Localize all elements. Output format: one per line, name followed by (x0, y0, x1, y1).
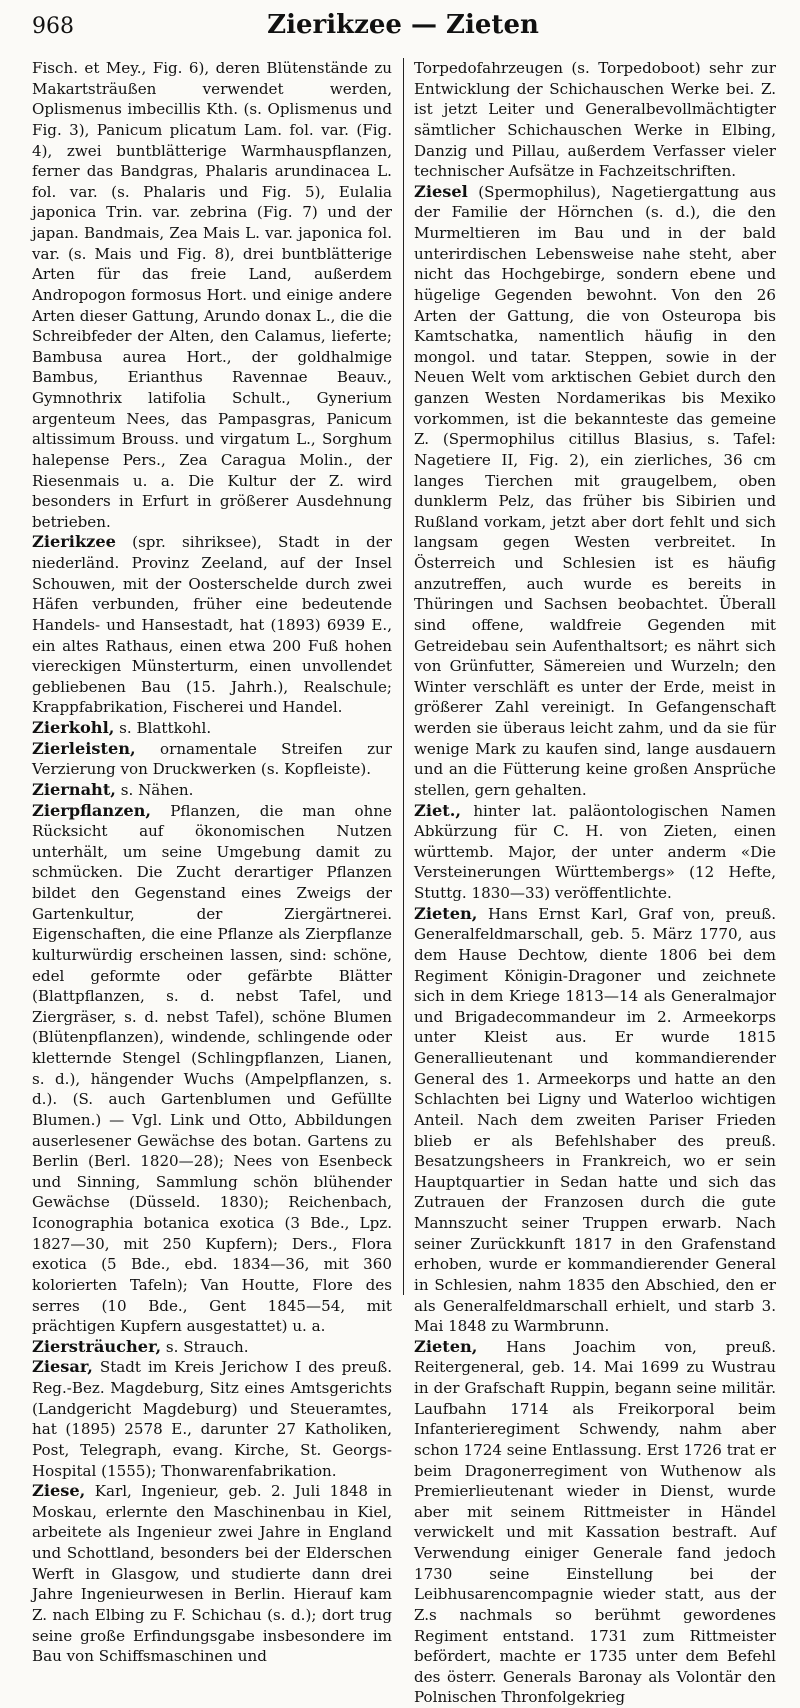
entry-text: Karl, Ingenieur, geb. 2. Juli 1848 in Moskau, erlernte den Maschinenbau in Kiel, arbeitete als Ingenieur zwei Jahre in England und Schottland, besonders bei der Elderschen Werft in Glasgow, und studierte dann drei Jahre Ingenieurwesen in Berlin. Hierauf kam Z. nach Elbing zu F. Schichau (s. d.); dort trug seine große Erfindungsgabe insbesondere im Bau von Schiffsmaschinen und (32, 1482, 392, 1666)
entry-text: Fisch. et Mey., Fig. 6), deren Blütenstände zu Makartsträußen verwendet werden, Oplismenus imbecillis Kth. (s. Oplismenus und Fig. 3), Panicum plicatum Lam. fol. var. (Fig. 4), zwei buntblätterige Warmhauspflanzen, ferner das Bandgras, Phalaris arundinacea L. fol. var. (s. Phalaris und Fig. 5), Eulalia japonica Trin. var. zebrina (Fig. 7) und der japan. Bandmais, Zea Mais L. var. japonica fol. var. (s. Mais und Fig. 8), drei buntblätterige Arten für das freie Land, außerdem Andropogon formosus Hort. und einige andere Arten dieser Gattung, Arundo donax L., die die Schreibfeder der Alten, den Calamus, lieferte; Bambusa aurea Hort., der goldhalmige Bambus, Erianthus Ravennae Beauv., Gymnothrix latifolia Schult., Gynerium argenteum Nees, das Pampasgras, Panicum altissimum Brouss. und virgatum L., Sorghum halepense Pers., Zea Caragua Molin., der Riesenmais u. a. Die Kultur der Z. wird besonders in Erfurt in größerer Ausdehnung betrieben. (32, 59, 392, 531)
dictionary-entry (414, 801, 776, 904)
entry-text: (spr. sihriksee), Stadt in der niederländ. Provinz Zeeland, auf der Insel Schouwen, mit der Oosterschelde durch zwei Häfen verbunden, früher eine bedeutende Handels- und Hansestadt, hat (1893) 6939 E., ein altes Rathaus, einen etwa 200 Fuß hohen viereckigen Münsterturm, einen unvollendet gebliebenen Bau (15. Jahrh.), Realschule; Krappfabrikation, Fischerei und Handel. (32, 533, 392, 717)
entry-headword: Ziersträucher, (32, 1336, 162, 1356)
entry-text: Hans Joachim von, preuß. Reitergeneral, geb. 14. Mai 1699 zu Wustrau in der Grafschaft Ruppin, begann seine militär. Laufbahn 1714 als Freikorporal beim Infanterieregiment Schwendy, nahm aber schon 1724 seine Entlassung. Erst 1726 trat er beim Dragonerregiment von Wuthenow als Premierlieutenant wieder in Dienst, wurde aber mit seinem Rittmeister in Händel verwickelt und mit Kassation bestraft. Auf Verwendung einiger Generale fand jedoch 1730 seine Einstellung bei der Leibhusarencompagnie wieder statt, aus der Z.s nachmals so berühmt gewordenes Regiment entstand. 1731 zum Rittmeister befördert, machte er 1735 unter dem Befehl des österr. Generals Baronay als Volontär den Polnischen Thronfolgekrieg (414, 1337, 776, 1707)
entry-text: hinter lat. paläontologischen Namen Abkürzung für C. H. von Zieten, einen württemb. Major, der unter anderm «Die Versteinerungen Württembergs» (12 Hefte, Stuttg. 1830—33) veröffentlichte. (414, 801, 776, 902)
dictionary-entry (32, 1357, 392, 1481)
entry-text: ornamentale Streifen zur Verzierung von Druckwerken (s. Kopfleiste). (32, 739, 392, 779)
page-number: 968 (32, 14, 74, 39)
entry-headword: Zierleisten, (32, 738, 136, 758)
dictionary-entry (414, 58, 776, 182)
entry-text: Torpedofahrzeugen (s. Torpedoboot) sehr zur Entwicklung der Schichauschen Werke bei. Z. ist jetzt Leiter und Generalbevollmächtigter sämtlicher Schichauschen Werke in Elbing, Danzig und Pillau, außerdem Verfasser vieler technischer Aufsätze in Fachzeitschriften. (414, 59, 776, 181)
dictionary-entry (32, 532, 392, 718)
entry-headword: Ziernaht, (32, 779, 116, 799)
dictionary-entry (32, 1481, 392, 1667)
entry-headword: Zierikzee (32, 532, 116, 552)
entry-text: s. Strauch. (161, 1337, 249, 1356)
entry-headword: Zieten, (414, 903, 478, 923)
entry-headword: Zierkohl, (32, 718, 115, 737)
entry-headword: Ziese, (32, 1481, 86, 1501)
dictionary-entry (32, 739, 392, 780)
entry-headword: Ziesel (414, 181, 468, 201)
entry-headword: Ziet., (414, 800, 462, 820)
running-title: Zierikzee — Zieten (267, 10, 539, 40)
dictionary-entry (32, 801, 392, 1337)
left-column (32, 58, 392, 1666)
column-divider (403, 58, 404, 1295)
entry-headword: Zierpflanzen, (32, 800, 152, 820)
entry-text: s. Nähen. (115, 780, 194, 799)
page-header (32, 6, 774, 46)
entry-text: (Spermophilus), Nagetiergattung aus der Familie der Hörnchen (s. d.), die den Murmeltieren im Bau und in der bald unterirdischen Lebensweise nahe steht, aber nicht das Hochgebirge, sondern ebene und hügelige Gegenden bewohnt. Von den 26 Arten der Gattung, die von Osteuropa bis Kamtschatka, namentlich häufig in den mongol. und tatar. Steppen, sowie in der Neuen Welt vom arktischen Gebiet durch den ganzen Westen Nordamerikas bis Mexiko vorkommen, ist die bekannteste das gemeine Z. (Spermophilus citillus Blasius, s. Tafel: Nagetiere II, Fig. 2), ein zierliches, 36 cm langes Tierchen mit graugelbem, oben dunklerm Pelz, das früher bis Sibirien und Rußland vorkam, jetzt aber dort fehlt und sich langsam gegen Westen verbreitet. In Österreich und Schlesien ist es häufig anzutreffen, auch wurde es bereits in Thüringen und Sachsen beobachtet. Überall sind offene, waldfreie Gegenden mit Getreidebau sein Aufenthaltsort; es nährt sich von Grünfutter, Sämereien und Wurzeln; den Winter verschläft es unter der Erde, meist in größerer Zahl vereinigt. In Gefangenschaft werden sie überaus leicht zahm, und da sie für wenige Mark zu kaufen sind, lange ausdauern und an die Fütterung keine großen Ansprüche stellen, gern gehalten. (414, 182, 776, 799)
dictionary-entry (32, 718, 392, 739)
dictionary-entry (32, 780, 392, 801)
entry-headword: Ziesar, (32, 1357, 93, 1377)
dictionary-entry (414, 904, 776, 1337)
dictionary-entry (414, 1337, 776, 1708)
dictionary-entry (32, 58, 392, 532)
entry-text: s. Blattkohl. (114, 719, 212, 737)
right-column (414, 58, 776, 1707)
entry-headword: Zieten, (414, 1336, 478, 1356)
dictionary-entry (32, 1337, 392, 1358)
dictionary-entry (414, 182, 776, 801)
entry-text: Stadt im Kreis Jerichow I des preuß. Reg.-Bez. Magdeburg, Sitz eines Amtsgerichts (Landgericht Magdeburg) und Steueramtes, hat (1895) 2578 E., darunter 27 Katholiken, Post, Telegraph, evang. Kirche, St. Georgs-Hospital (1555); Thonwarenfabrikation. (32, 1358, 392, 1480)
entry-text: Pflanzen, die man ohne Rücksicht auf ökonomischen Nutzen unterhält, um seine Umgebung damit zu schmücken. Die Zucht derartiger Pflanzen bildet den Gegenstand eines Zweigs der Gartenkultur, der Ziergärtnerei. Eigenschaften, die eine Pflanze als Zierpflanze kulturwürdig erscheinen lassen, sind: schöne, edel geformte oder gefärbte Blätter (Blattpflanzen, s. d. nebst Tafel, und Ziergräser, s. d. nebst Tafel), schöne Blumen (Blütenpflanzen), windende, schlingende oder kletternde Stengel (Schlingpflanzen, Lianen, s. d.), hängender Wuchs (Ampelpflanzen, s. d.). (S. auch Gartenblumen und Gefüllte Blumen.) — Vgl. Link und Otto, Abbildungen auserlesener Gewächse des botan. Gartens zu Berlin (Berl. 1820—28); Nees von Esenbeck und Sinning, Sammlung schön blühender Gewächse (Düsseld. 1830); Reichenbach, Iconographia botanica exotica (3 Bde., Lpz. 1827—30, mit 250 Kupfern); Ders., Flora exotica (5 Bde., ebd. 1834—36, mit 360 kolorierten Tafeln); Van Houtte, Flore des serres (10 Bde., Gent 1845—54, mit prächtigen Kupfern ausgestattet) u. a. (32, 801, 392, 1336)
entry-text: Hans Ernst Karl, Graf von, preuß. Generalfeldmarschall, geb. 5. März 1770, aus dem Hause Dechtow, diente 1806 bei dem Regiment Königin-Dragoner und zeichnete sich in dem Kriege 1813—14 als Generalmajor und Brigadecommandeur im 2. Armeekorps unter Kleist aus. Er wurde 1815 Generallieutenant und kommandierender General des 1. Armeekorps und hatte an den Schlachten bei Ligny und Waterloo wichtigen Anteil. Nach dem zweiten Pariser Frieden blieb er als Befehlshaber des preuß. Besatzungsheers in Frankreich, wo er sein Hauptquartier in Sedan hatte und sich das Zutrauen der Franzosen durch die gute Mannszucht seiner Truppen erwarb. Nach seiner Zurückkunft 1817 in den Grafenstand erhoben, wurde er kommandierender General in Schlesien, nahm 1835 den Abschied, den er als Generalfeldmarschall erhielt, und starb 3. Mai 1848 zu Warmbrunn. (414, 904, 776, 1336)
